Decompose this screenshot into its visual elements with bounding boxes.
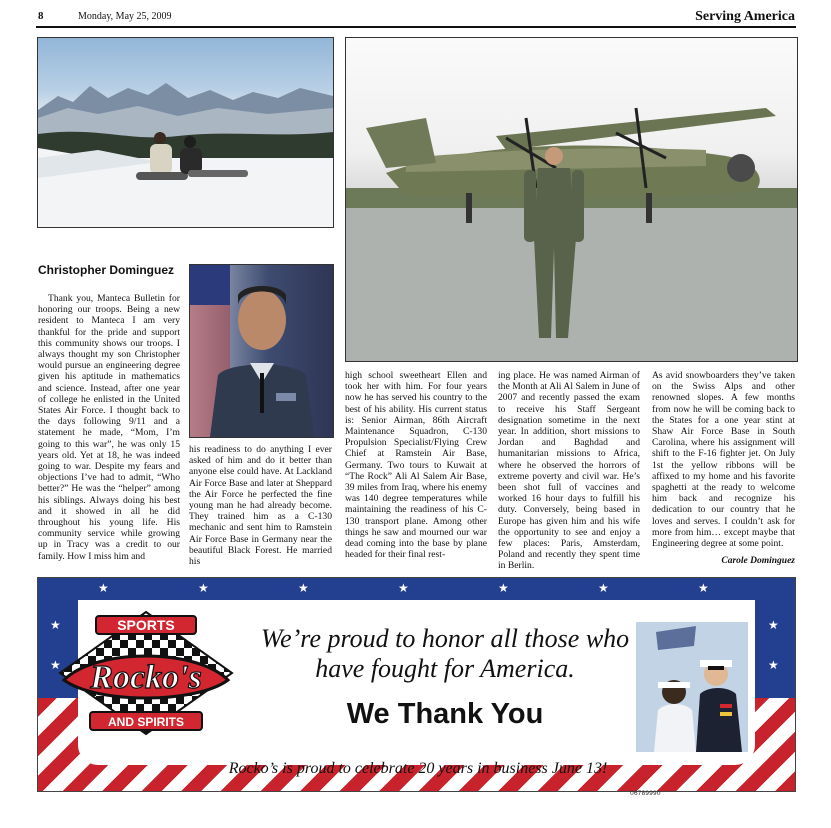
star-icon: ★ bbox=[398, 581, 409, 595]
snow-scene-illustration bbox=[38, 38, 333, 227]
star-icon: ★ bbox=[98, 581, 109, 595]
ad-anniversary: Rocko’s is proud to celebrate 20 years in business June 13! bbox=[228, 760, 608, 777]
flag-stars-band bbox=[38, 578, 795, 600]
star-icon: ★ bbox=[768, 658, 779, 672]
rockos-logo bbox=[56, 608, 236, 738]
article-column-5: As avid snowboarders they’ve taken on the Swiss Alps and other renowned slopes. A few months from now he will be coming back to the States for a one year stint at Shaw Air Force Base in South Carolina, where his assignment will shift to the F-16 fighter jet. On July 1st the yellow ribbons will be affixed to my home and his favorite spaghetti at the ready to welcome him back and recognize his dedication to our country that he loves and serves. I couldn’t ask for more from him… except maybe that Engineering degree at some point. bbox=[652, 370, 795, 550]
flag-stars-right bbox=[755, 578, 795, 698]
logo-name-text: Rocko's bbox=[90, 659, 202, 696]
section-title: Serving America bbox=[695, 9, 795, 24]
logo-top-text: SPORTS bbox=[117, 617, 175, 633]
star-icon: ★ bbox=[50, 658, 61, 672]
article-column-3: high school sweetheart Ellen and took her with him. For four years now he has served his country to the best of his ability. His current status is: Senior Airman, 86th Aircraft Maintenance Squadron, C-130 Propulsion Specialist/Flying Crew Chief at Ramstein Air Base, Germany. Two tours to Kuwait at “The Rock” Ali Al Salem Air Base, 39 miles from Iraq, where his enemy was 140 degree temperatures while maintaining the readiness of his C-130 transport plane. Among other things he saw and mourned our war dead coming into the base by plane headed for their final rest- bbox=[345, 370, 487, 561]
logo-bottom-text: AND SPIRITS bbox=[107, 715, 185, 729]
star-icon: ★ bbox=[198, 581, 209, 595]
ad-headline: We’re proud to honor all those who have fought for America. bbox=[260, 624, 630, 683]
star-icon: ★ bbox=[698, 581, 709, 595]
star-icon: ★ bbox=[50, 618, 61, 632]
issue-date: Monday, May 25, 2009 bbox=[78, 11, 172, 22]
byline: Christopher Dominguez bbox=[38, 263, 175, 277]
page-number: 8 bbox=[38, 10, 44, 22]
c130-airman-photo bbox=[345, 37, 798, 362]
author-credit: Carole Dominguez bbox=[721, 556, 795, 566]
c130-illustration bbox=[346, 38, 797, 361]
portrait-illustration bbox=[190, 265, 333, 437]
rockos-advertisement bbox=[37, 577, 796, 792]
star-icon: ★ bbox=[498, 581, 509, 595]
rockos-logo-graphic bbox=[56, 608, 236, 738]
article-column-2: his readiness to do anything I ever asked of him and do it better than anyone else could have. At Lackland Air Force Base and later at Sheppard the Air Force he perfected the fine young man he had already become. They trained him as a C-130 mechanic and sent him to Ramstein Air Force Base in Germany near the beautiful Black Forest. He married his bbox=[189, 444, 332, 568]
service-members-graphic bbox=[636, 622, 748, 752]
ad-thanks: We Thank You bbox=[346, 698, 544, 730]
header-rule bbox=[36, 26, 796, 28]
star-icon: ★ bbox=[768, 618, 779, 632]
ad-code: 06789990 bbox=[630, 790, 661, 797]
snowboarders-photo bbox=[37, 37, 334, 228]
star-icon: ★ bbox=[298, 581, 309, 595]
article-column-4: ing place. He was named Airman of the Month at Ali Al Salem in June of 2007 and recently passed the exam to receive his Staff Sergeant designation sometime in the next year. In addition, short missions to Jordan and Baghdad and humanitarian missions to Africa, where he observed the horrors of extreme poverty and civil war. He’s been shot full of vaccines and worked 16 hour days to fulfill his duty. Conversely, being based in Europe has given him and his wife the opportunity to see and enjoy a few places: Paris, Amsterdam, Poland and recently they spent time in Berlin. bbox=[498, 370, 640, 572]
article-column-1: Thank you, Manteca Bulletin for honoring our troops. Being a new resident to Manteca I am very thankful for the pride and support this community shows our troops. I always thought my son Christopher would pursue an engineering degree given his aptitude in mathematics and science. Instead, after one year of college he enlisted in the United States Air Force. I thought back to the days following 9/11 and a statement he made, “Mom, I’m going to this war”, he was only 15 years old. Yet at 18, he was indeed going to war. Despite my fears and objections I’ve had to admit, “Who better?” He was the “helper” among his siblings. Always doing his best and it showed in all he did throughout his young life. His community service while growing up in Tracy was a credit to our family. How I miss him and bbox=[38, 293, 180, 562]
service-members-illustration bbox=[636, 622, 748, 752]
star-icon: ★ bbox=[598, 581, 609, 595]
portrait-photo bbox=[189, 264, 334, 438]
